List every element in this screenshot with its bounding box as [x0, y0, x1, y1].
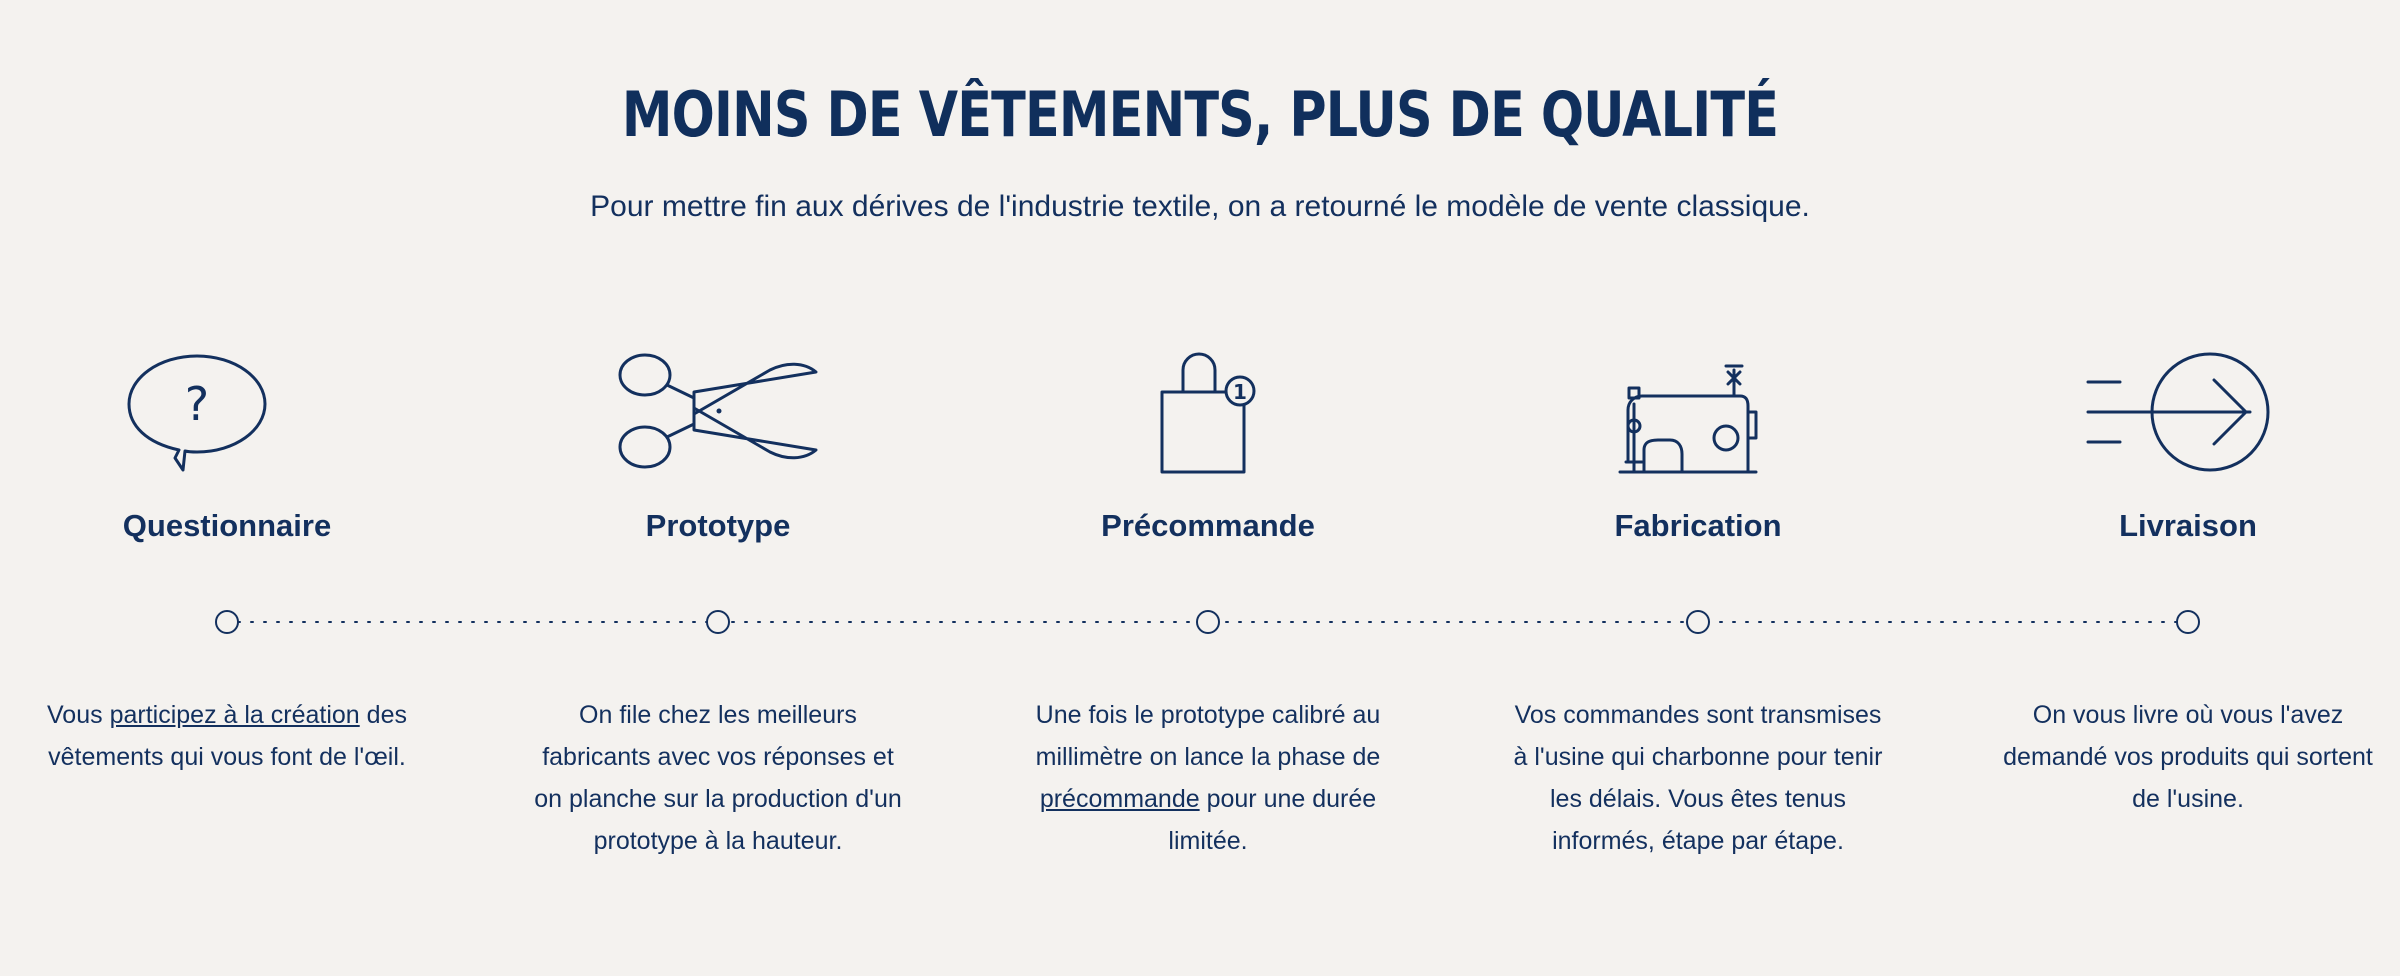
step-label-questionnaire: Questionnaire [122, 508, 332, 543]
timeline-dot-fabrication [1687, 611, 1709, 633]
delivery-arrow-icon [2068, 340, 2308, 480]
desc-text: pour une durée limitée. [1168, 785, 1377, 855]
step-desc-precommande [1018, 694, 1398, 862]
desc-text: On file chez les meilleurs fabricants avec vos réponses et on planche sur la production d'un prototype à la hauteur. [534, 701, 902, 855]
scissors-icon [598, 340, 838, 480]
desc-text: Vos commandes sont transmises à l'usine qui charbonne pour tenir les délais. Vous êtes tenus informés, étape par étape. [1513, 701, 1883, 855]
timeline [0, 600, 2400, 640]
participez-creation-link[interactable]: participez à la création [109, 701, 360, 729]
desc-text: Une fois le prototype calibré au millimètre on lance la phase de [1035, 701, 1381, 771]
speech-bubble-question-icon [107, 340, 347, 480]
step-label-prototype: Prototype [645, 508, 791, 543]
step-label-livraison: Livraison [2119, 508, 2257, 543]
shopping-bag-icon [1088, 340, 1328, 480]
step-desc-prototype [528, 694, 908, 862]
page-title: MOINS DE VÊTEMENTS, PLUS DE QUALITÉ [621, 78, 1779, 151]
step-label-precommande: Précommande [1101, 508, 1315, 543]
timeline-dot-precommande [1197, 611, 1219, 633]
timeline-dot-livraison [2177, 611, 2199, 633]
sewing-machine-icon [1578, 340, 1818, 480]
step-desc-fabrication [1508, 694, 1888, 862]
desc-text: Vous [47, 701, 110, 729]
question-mark: ? [184, 377, 210, 431]
step-desc-questionnaire [37, 694, 417, 778]
badge-count: 1 [1233, 380, 1247, 404]
step-desc-livraison [1998, 694, 2378, 820]
page-subtitle: Pour mettre fin aux dérives de l'industrie textile, on a retourné le modèle de vente classique. [590, 190, 1810, 223]
desc-text: des vêtements qui vous font de l'œil. [48, 701, 407, 771]
timeline-dot-questionnaire [216, 611, 238, 633]
desc-text: On vous livre où vous l'avez demandé vos produits qui sortent de l'usine. [2003, 701, 2373, 813]
timeline-dot-prototype [707, 611, 729, 633]
step-label-fabrication: Fabrication [1614, 508, 1782, 543]
precommande-link[interactable]: précommande [1039, 785, 1200, 813]
